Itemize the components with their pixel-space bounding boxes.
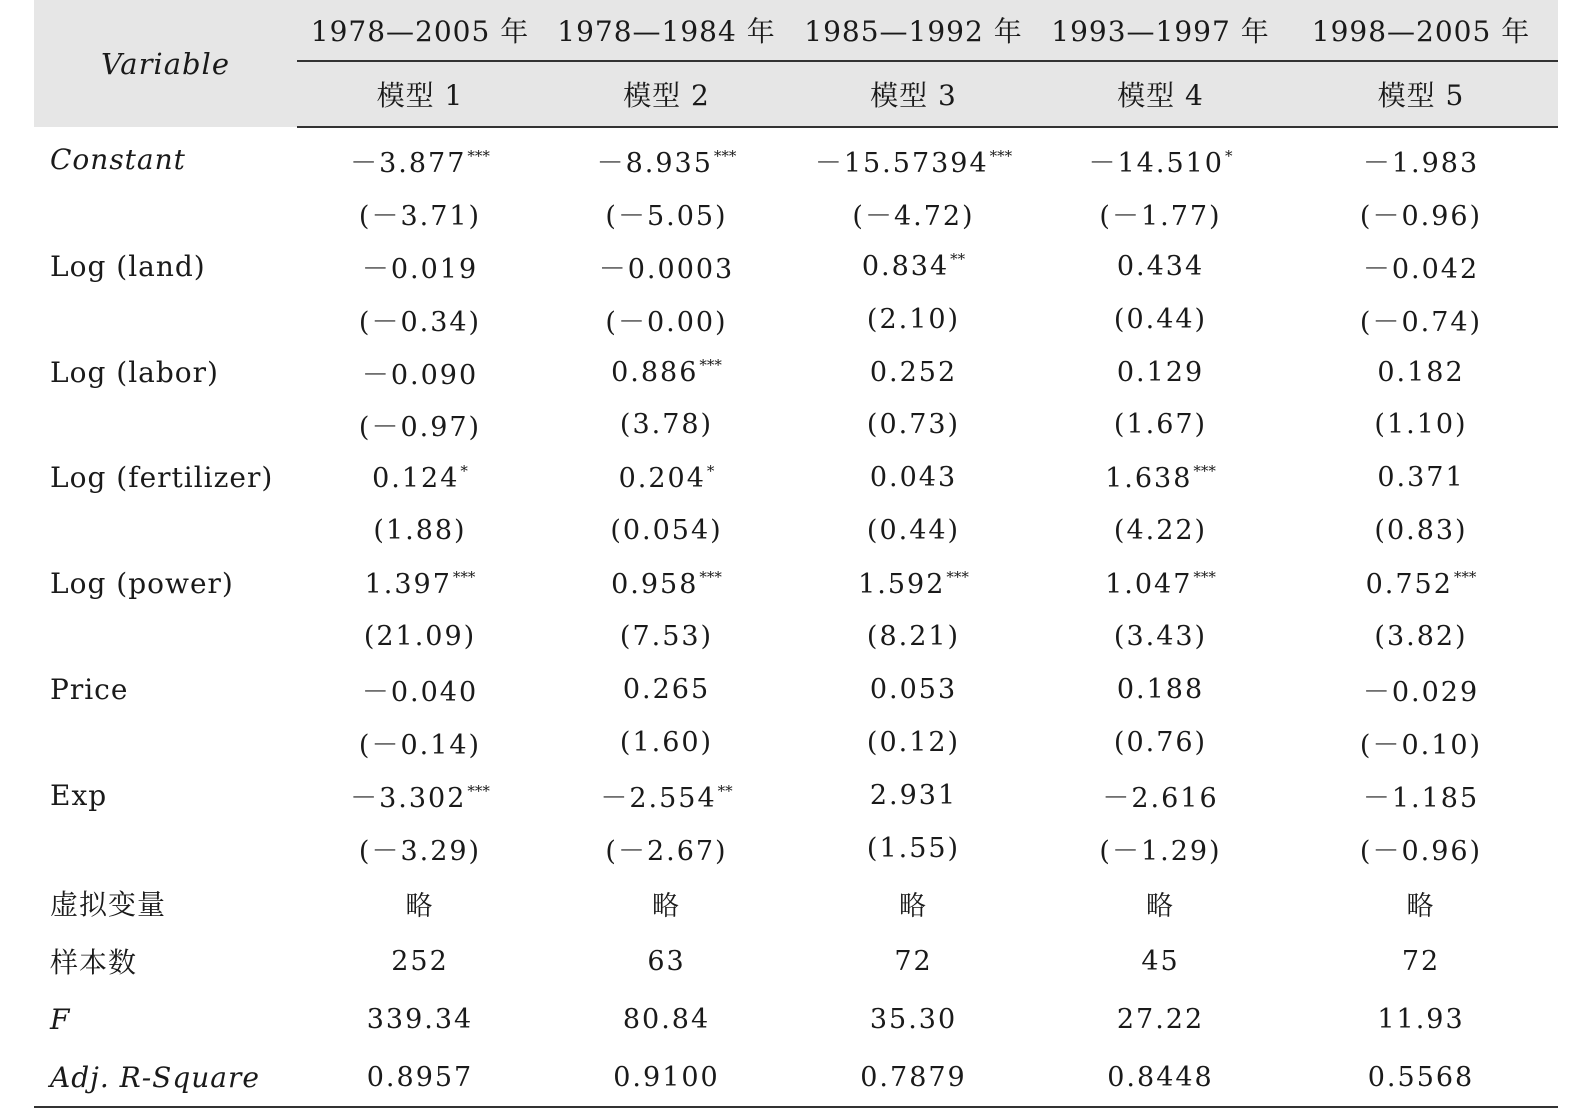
t-stat-cell: (－1.77): [1099, 200, 1222, 232]
coefficient-cell: [297, 663, 543, 716]
model-header: 模型 3: [790, 61, 1037, 127]
coefficient-cell: [297, 451, 543, 504]
summary-cell: 略: [1406, 890, 1436, 922]
significance-stars: ***: [989, 146, 1013, 165]
period-header: 1993—1997 年: [1037, 0, 1284, 61]
table-row: [34, 504, 1558, 557]
summary-cell: 0.8448: [1037, 1048, 1284, 1107]
t-stat-cell: (3.78): [619, 409, 714, 441]
t-stat-cell: (－3.29): [358, 835, 482, 867]
table-body: [34, 127, 1558, 1107]
row-label-empty: [34, 293, 297, 346]
regression-table: [34, 0, 1558, 1108]
coefficient-value: －3.877: [350, 147, 467, 179]
coefficient-cell: [543, 769, 790, 822]
coefficient-value: －1.185: [1362, 782, 1480, 814]
t-stat-cell: (0.054): [610, 515, 723, 547]
coefficient-cell: [790, 557, 1037, 610]
table-row: [34, 127, 1558, 187]
coefficient-cell: [790, 240, 1037, 293]
t-stat-cell: (21.09): [363, 620, 477, 652]
table-row: [34, 346, 1558, 399]
coefficient-value: －8.935: [596, 147, 713, 179]
coefficient-value: 0.434: [1116, 250, 1205, 282]
table-row: [34, 293, 1558, 346]
coefficient-cell: [790, 346, 1037, 399]
period-header: 1978—2005 年: [297, 0, 543, 61]
t-stat-cell: (0.44): [866, 515, 961, 547]
significance-stars: *: [460, 461, 468, 480]
row-label: Log (land): [50, 249, 206, 283]
row-label-empty: [34, 610, 297, 663]
coefficient-cell: [1284, 451, 1558, 504]
table-row: [34, 769, 1558, 822]
coefficient-value: －0.0003: [598, 253, 735, 285]
model-header: 模型 4: [1037, 61, 1284, 127]
significance-stars: ***: [467, 146, 490, 165]
coefficient-cell: [543, 663, 790, 716]
summary-cell: 略: [899, 890, 928, 922]
coefficient-value: 0.958: [611, 568, 699, 600]
header-period-row: [34, 0, 1558, 61]
row-label: Constant: [50, 143, 186, 177]
table-row: [34, 610, 1558, 663]
coefficient-value: 0.252: [869, 356, 958, 388]
t-stat-cell: (2.10): [866, 303, 961, 335]
table-row: [34, 1048, 1558, 1107]
t-stat-cell: (1.67): [1113, 409, 1208, 441]
coefficient-cell: [297, 769, 543, 822]
coefficient-value: 0.043: [869, 462, 958, 494]
significance-stars: ***: [1193, 461, 1216, 480]
row-label: F: [50, 1002, 71, 1036]
coefficient-value: 0.188: [1116, 673, 1205, 705]
t-stat-cell: (－0.34): [358, 306, 482, 338]
row-label: 样本数: [50, 946, 138, 980]
t-stat-cell: (3.43): [1113, 620, 1208, 652]
summary-cell: 72: [894, 945, 933, 977]
significance-stars: ***: [713, 146, 737, 165]
summary-cell: 略: [652, 890, 681, 922]
coefficient-value: －2.554: [600, 782, 717, 814]
row-label: Log (fertilizer): [50, 461, 274, 495]
summary-cell: 略: [405, 890, 435, 922]
row-label-empty: [34, 398, 297, 451]
t-stat-cell: (－0.96): [1359, 835, 1483, 867]
table-row: [34, 663, 1558, 716]
coefficient-value: 1.397: [364, 568, 452, 600]
coefficient-value: －0.040: [361, 676, 479, 708]
significance-stars: ***: [699, 356, 722, 374]
coefficient-cell: [790, 127, 1037, 187]
t-stat-cell: (－0.00): [605, 306, 728, 338]
coefficient-cell: [1284, 240, 1558, 293]
t-stat-cell: (0.76): [1113, 726, 1208, 758]
coefficient-cell: [297, 240, 543, 293]
row-label: Log (labor): [50, 355, 219, 389]
t-stat-cell: (3.82): [1374, 620, 1468, 652]
summary-cell: 11.93: [1377, 1003, 1465, 1035]
significance-stars: ***: [452, 567, 476, 586]
coefficient-cell: [1037, 557, 1284, 610]
significance-stars: *: [706, 461, 715, 480]
coefficient-cell: [543, 451, 790, 504]
coefficient-value: 0.053: [869, 673, 958, 705]
regression-table-container: [34, 0, 1558, 1108]
t-stat-cell: (－0.10): [1359, 729, 1483, 761]
coefficient-cell: [1037, 346, 1284, 399]
table-row: [34, 451, 1558, 504]
significance-stars: ***: [1193, 567, 1216, 586]
row-label: 虚拟变量: [50, 888, 167, 922]
coefficient-cell: [1037, 127, 1284, 187]
row-label-empty: [34, 716, 297, 769]
coefficient-value: 0.129: [1116, 356, 1205, 388]
significance-stars: **: [717, 781, 733, 800]
t-stat-cell: (1.60): [619, 726, 714, 758]
coefficient-value: －3.302: [350, 782, 467, 814]
coefficient-cell: [297, 127, 543, 187]
table-row: [34, 557, 1558, 610]
significance-stars: **: [950, 250, 966, 269]
t-stat-cell: (0.12): [866, 726, 961, 758]
coefficient-value: －0.042: [1362, 253, 1480, 285]
coefficient-cell: [543, 557, 790, 610]
coefficient-cell: [790, 769, 1037, 822]
row-label-empty: [34, 504, 297, 557]
row-label: Log (power): [50, 567, 234, 601]
significance-stars: *: [1224, 146, 1233, 165]
coefficient-value: 0.182: [1377, 356, 1465, 388]
coefficient-value: 0.752: [1365, 568, 1453, 600]
table-header: [34, 0, 1558, 127]
t-stat-cell: (0.83): [1374, 515, 1468, 547]
table-row: [34, 398, 1558, 451]
t-stat-cell: (－0.97): [358, 412, 482, 444]
significance-stars: ***: [699, 567, 722, 586]
t-stat-cell: (－0.96): [1359, 200, 1483, 232]
model-header: 模型 1: [297, 61, 543, 127]
model-header: 模型 2: [543, 61, 790, 127]
variable-header: Variable: [34, 0, 297, 127]
coefficient-value: 1.638: [1105, 462, 1193, 494]
period-header: 1998—2005 年: [1284, 0, 1558, 61]
coefficient-value: 1.592: [858, 568, 946, 600]
coefficient-value: －0.029: [1362, 676, 1480, 708]
coefficient-cell: [543, 240, 790, 293]
coefficient-value: 1.047: [1105, 568, 1193, 600]
t-stat-cell: (－1.29): [1099, 835, 1222, 867]
coefficient-value: －0.019: [361, 253, 479, 285]
row-label: Adj. R-Square: [34, 1048, 297, 1107]
t-stat-cell: (1.55): [866, 832, 961, 864]
coefficient-value: －1.983: [1362, 147, 1480, 179]
coefficient-value: －0.090: [361, 359, 479, 391]
summary-cell: 略: [1146, 890, 1175, 922]
summary-cell: 0.5568: [1284, 1048, 1558, 1107]
coefficient-value: 0.204: [618, 462, 706, 494]
t-stat-cell: (－3.71): [358, 200, 482, 232]
t-stat-cell: (4.22): [1113, 515, 1208, 547]
coefficient-cell: [543, 346, 790, 399]
coefficient-value: 0.265: [622, 673, 711, 705]
period-header: 1985—1992 年: [790, 0, 1037, 61]
coefficient-cell: [297, 346, 543, 399]
table-row: [34, 716, 1558, 769]
table-row: [34, 187, 1558, 240]
summary-cell: 72: [1401, 945, 1441, 977]
coefficient-cell: [1284, 127, 1558, 187]
t-stat-cell: (－5.05): [605, 200, 728, 232]
coefficient-cell: [790, 663, 1037, 716]
table-row: [34, 822, 1558, 875]
t-stat-cell: (－2.67): [605, 835, 728, 867]
significance-stars: ***: [467, 781, 490, 800]
row-label-empty: [34, 822, 297, 875]
coefficient-value: 0.371: [1377, 462, 1465, 494]
summary-cell: 35.30: [869, 1003, 958, 1035]
summary-cell: 0.9100: [543, 1048, 790, 1107]
t-stat-cell: (1.88): [373, 515, 467, 547]
t-stat-cell: (－4.72): [852, 200, 975, 232]
summary-cell: 0.8957: [297, 1048, 543, 1107]
coefficient-value: －2.616: [1102, 782, 1219, 814]
table-row: [34, 240, 1558, 293]
coefficient-cell: [1284, 663, 1558, 716]
coefficient-value: 0.834: [861, 251, 950, 283]
significance-stars: ***: [946, 567, 969, 586]
table-row: [34, 874, 1558, 932]
coefficient-value: 2.931: [869, 779, 958, 811]
coefficient-cell: [1284, 346, 1558, 399]
summary-cell: 252: [391, 945, 449, 977]
row-label: Price: [50, 672, 129, 706]
t-stat-cell: (1.10): [1374, 409, 1468, 441]
coefficient-cell: [790, 451, 1037, 504]
t-stat-cell: (7.53): [619, 620, 714, 652]
coefficient-cell: [1037, 769, 1284, 822]
row-label: Exp: [50, 778, 108, 812]
t-stat-cell: (－0.74): [1359, 306, 1483, 338]
coefficient-value: －15.57394: [814, 147, 989, 179]
coefficient-value: －14.510: [1088, 147, 1224, 179]
t-stat-cell: (－0.14): [358, 729, 482, 761]
t-stat-cell: (8.21): [866, 620, 961, 652]
coefficient-value: 0.886: [611, 357, 699, 388]
coefficient-cell: [543, 127, 790, 187]
summary-cell: 0.7879: [790, 1048, 1037, 1107]
coefficient-cell: [1037, 451, 1284, 504]
summary-cell: 27.22: [1116, 1003, 1205, 1035]
row-label-empty: [34, 187, 297, 240]
significance-stars: ***: [1453, 567, 1477, 586]
coefficient-cell: [1284, 557, 1558, 610]
period-header: 1978—1984 年: [543, 0, 790, 61]
summary-cell: 339.34: [366, 1003, 474, 1035]
table-row: [34, 990, 1558, 1048]
table-row: [34, 932, 1558, 990]
summary-cell: 45: [1141, 945, 1180, 977]
coefficient-value: 0.124: [372, 462, 460, 494]
t-stat-cell: (0.73): [866, 409, 961, 441]
coefficient-cell: [297, 557, 543, 610]
coefficient-cell: [1037, 240, 1284, 293]
summary-cell: 80.84: [622, 1003, 711, 1035]
t-stat-cell: (0.44): [1113, 303, 1208, 335]
coefficient-cell: [1284, 769, 1558, 822]
coefficient-cell: [1037, 663, 1284, 716]
summary-cell: 63: [647, 945, 686, 977]
model-header: 模型 5: [1284, 61, 1558, 127]
